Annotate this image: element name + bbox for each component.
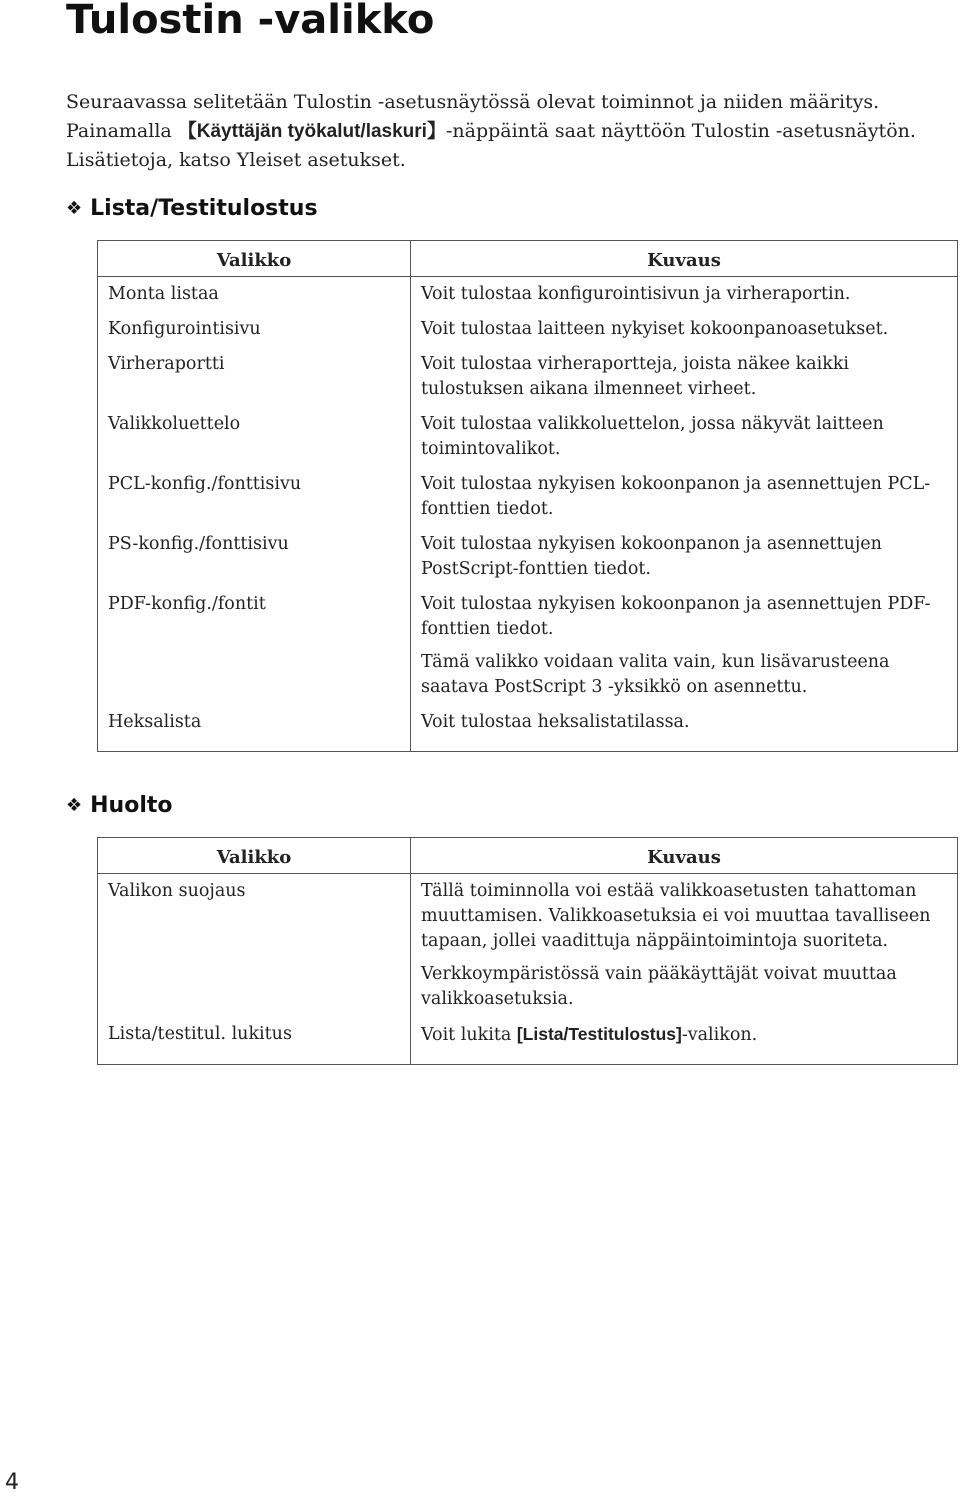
diamond-bullet-icon: ❖ bbox=[66, 795, 83, 816]
section-heading-huolto bbox=[66, 793, 173, 818]
description-text bbox=[421, 1022, 949, 1048]
table-row bbox=[98, 277, 958, 317]
description-text: Voit tulostaa heksalistatilassa. bbox=[421, 712, 690, 732]
user-tools-key-label: 【Käyttäjän työkalut/laskuri】 bbox=[177, 121, 446, 142]
menu-label: PS-konfig./fonttisivu bbox=[108, 534, 289, 554]
table-row bbox=[98, 351, 958, 411]
page-title: Tulostin -valikko bbox=[66, 0, 435, 43]
menu-label: Lista/testitul. lukitus bbox=[108, 1024, 292, 1044]
section-heading-lista-label: Lista/Testitulostus bbox=[90, 196, 318, 221]
description-cell bbox=[411, 874, 958, 1022]
column-header-description: Kuvaus bbox=[411, 838, 958, 874]
menu-label: PCL-konfig./fonttisivu bbox=[108, 474, 302, 494]
description-cell bbox=[411, 471, 958, 531]
table-row bbox=[98, 531, 958, 591]
diamond-bullet-icon: ❖ bbox=[66, 198, 83, 219]
description-cell bbox=[411, 709, 958, 752]
menu-label: Valikon suojaus bbox=[108, 881, 246, 901]
table-header-row bbox=[98, 838, 958, 874]
menu-cell bbox=[98, 1021, 411, 1065]
menu-label: Heksalista bbox=[108, 712, 202, 732]
description-note: Tämä valikko voidaan valita vain, kun lisävarusteena saatava PostScript 3 -yksikkö on asennettu. bbox=[421, 652, 890, 697]
description-cell bbox=[411, 411, 958, 471]
menu-cell bbox=[98, 591, 411, 709]
section-heading-huolto-label: Huolto bbox=[90, 793, 173, 818]
menu-label: Monta listaa bbox=[108, 284, 219, 304]
description-text-after: -valikon. bbox=[681, 1025, 758, 1045]
menu-label: Konfigurointisivu bbox=[108, 319, 261, 339]
menu-cell bbox=[98, 277, 411, 317]
table-header-row bbox=[98, 241, 958, 277]
description-text: Voit tulostaa nykyisen kokoonpanon ja asennettujen PCL-fonttien tiedot. bbox=[421, 474, 931, 519]
table-row bbox=[98, 591, 958, 709]
description-text: Voit tulostaa nykyisen kokoonpanon ja asennettujen PDF-fonttien tiedot. bbox=[421, 594, 931, 639]
description-cell bbox=[411, 351, 958, 411]
description-text: Voit tulostaa laitteen nykyiset kokoonpanoasetukset. bbox=[421, 319, 889, 339]
description-note: Verkkoympäristössä vain pääkäyttäjät voivat muuttaa valikkoasetuksia. bbox=[421, 964, 897, 1009]
description-cell bbox=[411, 316, 958, 351]
huolto-table bbox=[97, 837, 958, 1065]
description-text: Voit tulostaa konfigurointisivun ja virheraportin. bbox=[421, 284, 851, 304]
description-text: Voit tulostaa valikkoluettelon, jossa näkyvät laitteen toimintovalikot. bbox=[421, 414, 884, 459]
description-cell bbox=[411, 1021, 958, 1065]
description-cell bbox=[411, 531, 958, 591]
description-text: Tällä toiminnolla voi estää valikkoasetusten tahattoman muuttamisen. Valikkoasetuksia ei voi muuttaa tavalliseen tapaan, jollei vaadittuja näppäintoimintoja suoriteta. bbox=[421, 881, 931, 951]
page-number: 4 bbox=[5, 1470, 19, 1495]
description-text: Voit tulostaa nykyisen kokoonpanon ja asennettujen PostScript-fonttien tiedot. bbox=[421, 534, 882, 579]
menu-cell bbox=[98, 411, 411, 471]
intro-text-after: -näppäintä saat näyttöön Tulostin -asetusnäytön. Lisätietoja, katso Yleiset asetukset. bbox=[66, 120, 916, 171]
menu-label: PDF-konfig./fontit bbox=[108, 594, 266, 614]
menu-label: Valikkoluettelo bbox=[108, 414, 241, 434]
column-header-menu: Valikko bbox=[98, 838, 411, 874]
section-heading-lista bbox=[66, 196, 318, 221]
menu-cell bbox=[98, 874, 411, 1022]
menu-cell bbox=[98, 531, 411, 591]
lista-table bbox=[97, 240, 958, 752]
menu-cell bbox=[98, 316, 411, 351]
column-header-menu: Valikko bbox=[98, 241, 411, 277]
description-text-before: Voit lukita bbox=[421, 1025, 517, 1045]
table-row bbox=[98, 709, 958, 752]
column-header-description: Kuvaus bbox=[411, 241, 958, 277]
description-cell bbox=[411, 591, 958, 709]
menu-key-label: [Lista/Testitulostus] bbox=[516, 1024, 682, 1044]
table-row bbox=[98, 316, 958, 351]
table-row bbox=[98, 411, 958, 471]
menu-label: Virheraportti bbox=[108, 354, 225, 374]
menu-cell bbox=[98, 709, 411, 752]
description-cell bbox=[411, 277, 958, 317]
table-row bbox=[98, 874, 958, 1022]
intro-paragraph bbox=[66, 88, 950, 175]
intro-text-before: Seuraavassa selitetään Tulostin -asetusnäytössä olevat toiminnot ja niiden määritys. Painamalla bbox=[66, 91, 880, 142]
menu-cell bbox=[98, 471, 411, 531]
table-row bbox=[98, 471, 958, 531]
menu-cell bbox=[98, 351, 411, 411]
description-text: Voit tulostaa virheraportteja, joista näkee kaikki tulostuksen aikana ilmenneet virheet. bbox=[421, 354, 850, 399]
table-row bbox=[98, 1021, 958, 1065]
